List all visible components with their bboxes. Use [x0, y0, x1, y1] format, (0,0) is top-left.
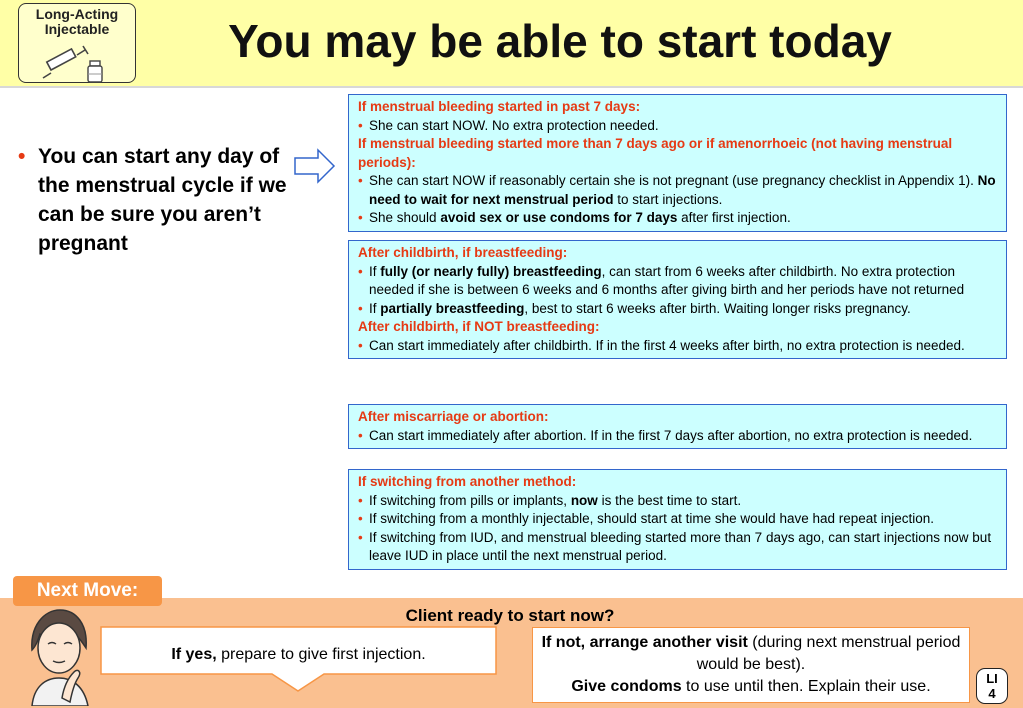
- page-title: You may be able to start today: [228, 15, 892, 67]
- box-heading: If switching from another method:: [358, 474, 577, 489]
- box-heading: After childbirth, if NOT breastfeeding:: [358, 319, 600, 334]
- page-badge: LI 4: [976, 668, 1008, 704]
- info-box-miscarriage: [348, 404, 1007, 449]
- header-divider: [0, 86, 1023, 88]
- if-not-callout: [532, 627, 970, 703]
- list-item: • She should avoid sex or use condoms for 7 days after first injection.: [358, 209, 1000, 228]
- if-not-text: If not, arrange another visit (during next menstrual period would be best).: [541, 634, 961, 673]
- next-move-label: Next Move:: [13, 576, 162, 606]
- list-item: • If switching from pills or implants, now is the best time to start.: [358, 492, 1000, 511]
- list-item: • She can start NOW. No extra protection needed.: [358, 117, 1000, 136]
- woman-thinking-icon: [22, 606, 96, 706]
- list-item: • Can start immediately after childbirth. If in the first 4 weeks after birth, no extra protection is needed.: [358, 337, 1000, 356]
- arrow-right-icon: [294, 148, 336, 184]
- left-bullet-text: You can start any day of the menstrual cycle if we can be sure you aren’t pregnant: [38, 145, 287, 255]
- box-heading: After miscarriage or abortion:: [358, 409, 549, 424]
- list-item: • Can start immediately after abortion. If in the first 7 days after abortion, no extra protection is needed.: [358, 427, 1000, 446]
- list-item: • If switching from a monthly injectable, should start at time she would have had repeat injection.: [358, 510, 1000, 529]
- if-yes-text: If yes, prepare to give first injection.: [171, 646, 426, 663]
- list-item: • She can start NOW if reasonably certain she is not pregnant (use pregnancy checklist in Appendix 1). No need to wait for next menstrual period to start injections.: [358, 172, 1000, 209]
- box-heading: After childbirth, if breastfeeding:: [358, 245, 568, 260]
- list-item: • If partially breastfeeding, best to start 6 weeks after birth. Waiting longer risks pregnancy.: [358, 300, 1000, 319]
- method-badge: [18, 3, 136, 83]
- list-item: • If switching from IUD, and menstrual bleeding started more than 7 days ago, can start injections now but leave IUD in place until the next menstrual period.: [358, 529, 1000, 566]
- box-heading: If menstrual bleeding started more than 7 days ago or if amenorrhoeic (not having menstrual periods):: [358, 136, 953, 170]
- info-box-switching: [348, 469, 1007, 570]
- syringe-icon: [41, 44, 117, 84]
- if-yes-callout: [100, 626, 497, 692]
- method-badge-label: Long-Acting Injectable: [35, 6, 119, 37]
- info-box-menstrual: [348, 94, 1007, 232]
- vial-icon: [85, 60, 105, 84]
- list-item: • If fully (or nearly fully) breastfeeding, can start from 6 weeks after childbirth. No extra protection needed if she is between 6 weeks and 6 months after giving birth and her periods have not returned: [358, 263, 1000, 300]
- give-condoms-text: Give condoms to use until then. Explain their use.: [571, 678, 931, 695]
- bullet-dot: •: [18, 145, 26, 168]
- box-heading: If menstrual bleeding started in past 7 days:: [358, 99, 641, 114]
- client-ready-question: Client ready to start now?: [405, 606, 615, 625]
- left-bullet: [18, 142, 303, 258]
- info-box-childbirth: [348, 240, 1007, 359]
